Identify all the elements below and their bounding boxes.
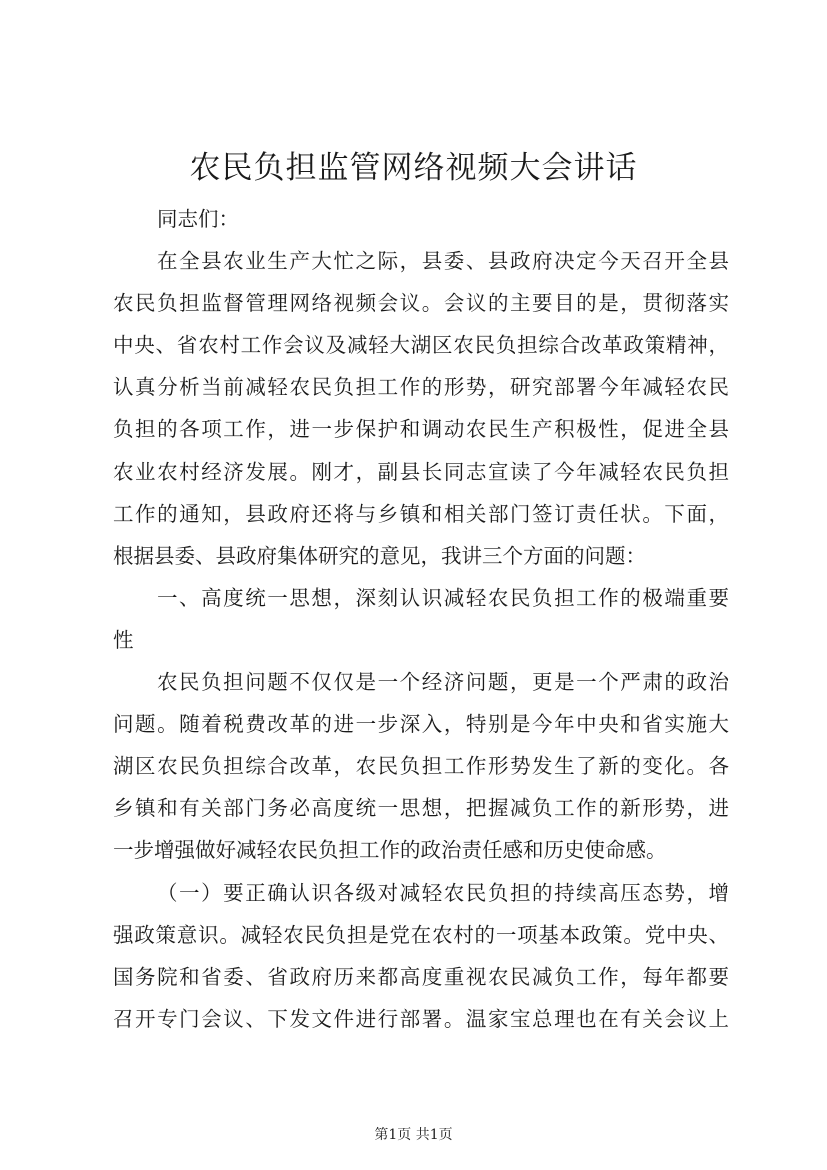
text-line: 在全县农业生产大忙之际，县委、县政府决定今天召开全县 (157, 249, 729, 274)
text-line: 乡镇和有关部门务必高度统一思想，把握减负工作的新形势，进 (113, 796, 729, 821)
text-line: 湖区农民负担综合改革，农民负担工作形势发生了新的变化。各 (113, 754, 729, 779)
text-line: 问题。随着税费改革的进一步深入，特别是今年中央和省实施大 (113, 712, 729, 737)
text-line: 一、高度统一思想，深刻认识减轻农民负担工作的极端重要 (157, 585, 729, 610)
text-line: 一步增强做好减轻农民负担工作的政治责任感和历史使命感。 (113, 838, 667, 863)
document-title: 农民负担监管网络视频大会讲话 (189, 150, 638, 186)
text-line: 召开专门会议、下发文件进行部署。温家宝总理也在有关会议上 (113, 1006, 729, 1031)
text-line: 工作的通知，县政府还将与乡镇和相关部门签订责任状。下面， (113, 501, 729, 526)
text-line: 认真分析当前减轻农民负担工作的形势，研究部署今年减轻农民 (113, 375, 729, 400)
text-line: （一）要正确认识各级对减轻农民负担的持续高压态势，增 (157, 880, 729, 905)
text-line: 负担的各项工作，进一步保护和调动农民生产积极性，促进全县 (113, 417, 729, 442)
text-line: 中央、省农村工作会议及减轻大湖区农民负担综合改革政策精神， (113, 333, 729, 358)
text-line: 农业农村经济发展。刚才，副县长同志宣读了今年减轻农民负担 (113, 459, 729, 484)
text-line: 国务院和省委、省政府历来都高度重视农民减负工作，每年都要 (113, 964, 729, 989)
document-body (113, 198, 729, 1040)
text-line: 农民负担问题不仅仅是一个经济问题，更是一个严肃的政治 (157, 670, 729, 695)
text-line: 性 (113, 627, 134, 652)
text-line: 根据县委、县政府集体研究的意见，我讲三个方面的问题： (113, 543, 646, 568)
text-line: 农民负担监督管理网络视频会议。会议的主要目的是，贯彻落实 (113, 291, 729, 316)
page-footer: 第1页 共1页 (374, 1127, 453, 1143)
text-line: 强政策意识。减轻农民负担是党在农村的一项基本政策。党中央、 (113, 922, 729, 947)
text-line: 同志们： (157, 207, 239, 231)
